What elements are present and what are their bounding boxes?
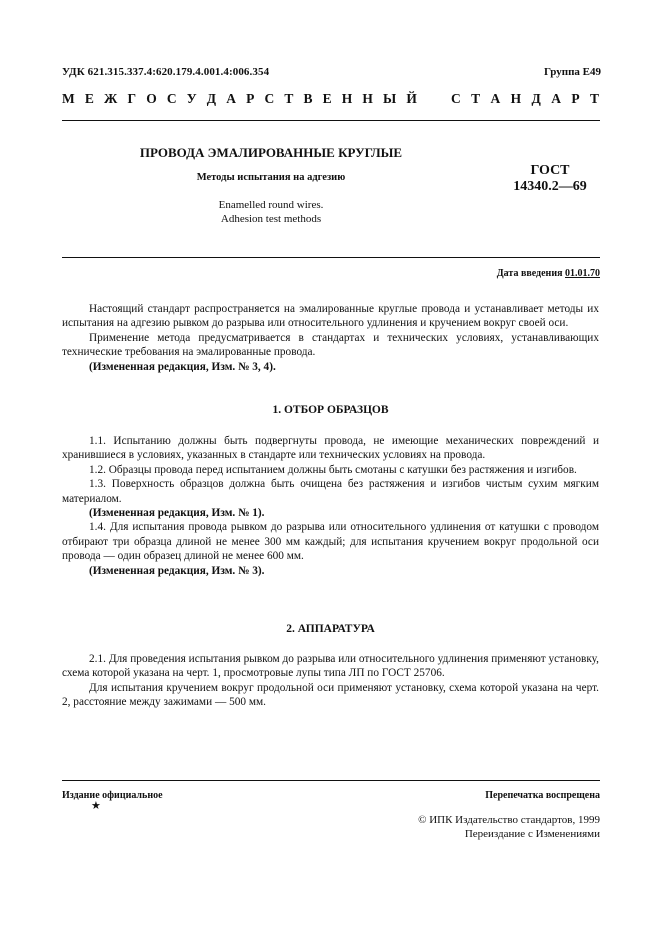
section-apparatus-body [62, 652, 599, 710]
clause-1-2: 1.2. Образцы провода перед испытанием должны быть смотаны с катушки без растяжения и изгибов. [89, 463, 577, 476]
banner-letter: Т [471, 91, 481, 106]
banner-letter: Т [589, 91, 599, 106]
banner-letter: Й [406, 91, 417, 106]
banner-letter: Е [322, 91, 332, 106]
title-divider [62, 257, 600, 258]
standard-banner [62, 91, 599, 107]
intro-paragraph: Настоящий стандарт распространяется на эмалированные круглые провода и устанавливает методы их испытания на адгезию рывком до разрыва или относительного удлинения и кручением вокруг своей оси. [62, 303, 599, 330]
copyright-block [418, 813, 600, 841]
english-title-line2: Adhesion test methods [220, 213, 322, 225]
banner-letter: Р [246, 91, 255, 106]
banner-letter: Р [571, 91, 580, 106]
banner-letter: А [551, 91, 561, 106]
banner-letter: Г [127, 91, 137, 106]
banner-word-standard [451, 91, 599, 107]
banner-word-interstate [62, 91, 417, 107]
intro-paragraph: Применение метода предусматривается в стандартах и технических условиях, устанавливающих технические требования на эмалированные провода. [62, 331, 599, 359]
amendment-note: (Измененная редакция, Изм. № 3). [89, 564, 265, 577]
introduction-date-value: 01.01.70 [565, 268, 600, 279]
banner-letter: Н [341, 91, 353, 106]
gost-designation [508, 163, 592, 195]
english-title-line1: Enamelled round wires. [218, 199, 324, 211]
section-heading-apparatus: 2. АППАРАТУРА [286, 623, 375, 635]
clause-1-4: 1.4. Для испытания провода рывком до разрыва или относительного удлинения от катушки с проводом отбирают три образца длиной не менее 300 мм каждый; для испытания кручением вокруг продольной оси провода — один образец длиной не менее 600 мм. [62, 521, 599, 563]
gost-label: ГОСТ [530, 163, 570, 178]
banner-letter: Д [531, 91, 541, 106]
banner-letter: С [166, 91, 177, 106]
banner-letter: С [264, 91, 275, 106]
reissue-line: Переиздание с Изменениями [464, 828, 600, 840]
banner-letter: Ы [383, 91, 397, 106]
banner-letter: Д [206, 91, 217, 106]
banner-letter: Н [362, 91, 373, 106]
introduction-date [497, 268, 600, 279]
amendment-note: (Измененная редакция, Изм. № 3, 4). [89, 360, 276, 373]
banner-letter: Е [84, 91, 94, 106]
banner-letter: М [62, 91, 75, 106]
clause-1-3: 1.3. Поверхность образцов должна быть очищена без растяжения и изгибов чистым сухим мягким материалом. [62, 478, 599, 505]
reprint-prohibited-label: Перепечатка воспрещена [485, 790, 600, 801]
top-divider [62, 120, 600, 121]
official-edition-label: Издание официальное [62, 790, 163, 801]
star-icon: ★ [91, 800, 101, 812]
clause-2-1: 2.1. Для проведения испытания рывком до разрыва или относительного удлинения применяют установку, схема которой указана на черт. 1, просмотровые лупы типа ЛП по ГОСТ 25706. [62, 653, 599, 680]
banner-letter: А [490, 91, 501, 106]
clause-2-1-continued: Для испытания кручением вокруг продольной оси применяют установку, схема которой указана на черт. 2, расстояние между зажимами — 500 мм. [62, 681, 599, 709]
group-code: Группа Е49 [543, 66, 601, 78]
banner-letter: Ж [104, 91, 118, 106]
english-title [62, 198, 480, 226]
copyright-line: © ИПК Издательство стандартов, 1999 [418, 814, 600, 826]
banner-letter: О [146, 91, 157, 106]
banner-letter: У [186, 91, 197, 106]
udk-code: УДК 621.315.337.4:620.179.4.001.4:006.354 [62, 66, 270, 78]
document-title: ПРОВОДА ЭМАЛИРОВАННЫЕ КРУГЛЫЕ [139, 145, 403, 160]
gost-number: 14340.2—69 [513, 179, 587, 194]
introduction-date-label: Дата введения [496, 268, 563, 279]
amendment-note: (Измененная редакция, Изм. № 1). [89, 507, 265, 520]
banner-letter: А [226, 91, 236, 106]
banner-letter: Н [510, 91, 522, 106]
section-heading-sampling: 1. ОТБОР ОБРАЗЦОВ [272, 404, 389, 416]
document-subtitle: Методы испытания на адгезию [196, 172, 346, 183]
section-sampling-body [62, 434, 599, 578]
banner-letter: В [303, 91, 313, 106]
intro-block [62, 302, 599, 374]
clause-1-1: 1.1. Испытанию должны быть подвергнуты провода, не имеющие механических повреждений и хранившиеся в условиях, указанных в стандарте или технических условиях на провода. [62, 435, 599, 462]
banner-letter: Т [284, 91, 294, 106]
banner-letter: С [451, 91, 461, 106]
footer-divider [62, 780, 600, 781]
